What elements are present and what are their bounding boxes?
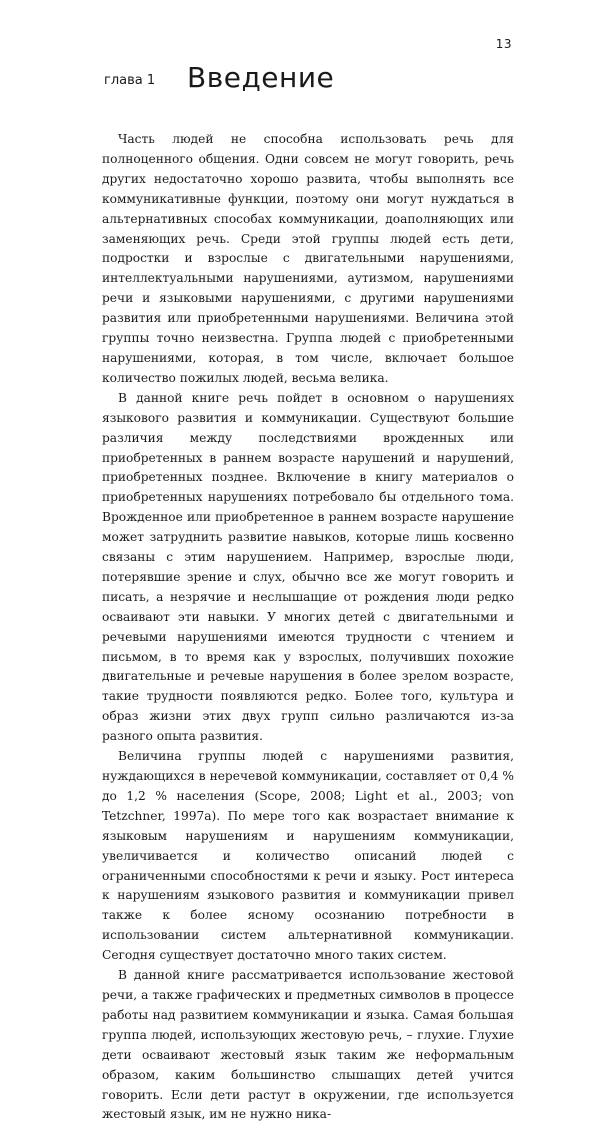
paragraph: В данной книге речь пойдет в основном о нарушениях языкового развития и коммуникации. Существуют большие различия между последствиями врожденных или приобретенных в раннем возрасте нарушений и нарушений, приобретенных позднее. Включение в книгу материалов о приобретенных нарушениях потребовало бы отдельного тома. Врожденное или приобретенное в раннем возрасте нарушение может затруднить развитие навыков, которые лишь косвенно связаны с этим нарушением. Например, взрослые люди, потерявшие зрение и слух, обычно все же могут говорить и писать, а незрячие и неслышащие от рождения люди редко осваивают эти навыки. У многих детей с двигательными и речевыми нарушениями имеются трудности с чтением и письмом, в то время как у взрослых, получивших похожие двигательные и речевые нарушения в более зрелом возрасте, такие трудности появляются редко. Более того, культура и образ жизни этих двух групп сильно различаются из-за разного опыта развития. [102, 390, 514, 744]
page-number: 13 [495, 37, 512, 51]
chapter-label: глава 1 [104, 73, 156, 88]
chapter-title: Введение [187, 61, 335, 94]
paragraph: Величина группы людей с нарушениями развития, нуждающихся в неречевой коммуникации, составляет от 0,4 % до 1,2 % населения (Scope, 2008; Light et al., 2003; von Tetzchner, 1997a). По мере того как возрастает внимание к языковым нарушениям и нарушениям коммуникации, увеличивается и количество описаний людей с ограниченными способностями к речи и языку. Рост интереса к нарушениям языкового развития и коммуникации привел также к более ясному осознанию потребности в использовании систем альтернативной коммуникации. Сегодня существует достаточно много таких систем. [102, 749, 514, 963]
paragraph: Часть людей не способна использовать речь для полноценного общения. Одни совсем не могут говорить, речь других недостаточно хорошо развита, чтобы выполнять все коммуникативные функции, поэтому они могут нуждаться в альтернативных способах коммуникации, доаполняющих или заменяющих речь. Среди этой группы людей есть дети, подростки и взрослые с двигательными нарушениями, интеллектуальными нарушениями, аутизмом, нарушениями речи и языковыми нарушениями, с другими нарушениями развития или приобретенными нарушениями. Величина этой группы точно неизвестна. Группа людей с приобретенными нарушениями, которая, в том числе, включает большое количество пожилых людей, весьма велика. [102, 132, 514, 385]
body-text [102, 130, 514, 1125]
paragraph: В данной книге рассматривается использование жестовой речи, а также графических и предметных символов в процессе работы над развитием коммуникации и языка. Самая большая группа людей, использующих жестовую речь, – глухие. Глухие дети осваивают жестовый язык таким же неформальным образом, каким большинство слышащих детей учится говорить. Если дети растут в окружении, где используется жестовый язык, им не нужно ника- [102, 968, 514, 1122]
